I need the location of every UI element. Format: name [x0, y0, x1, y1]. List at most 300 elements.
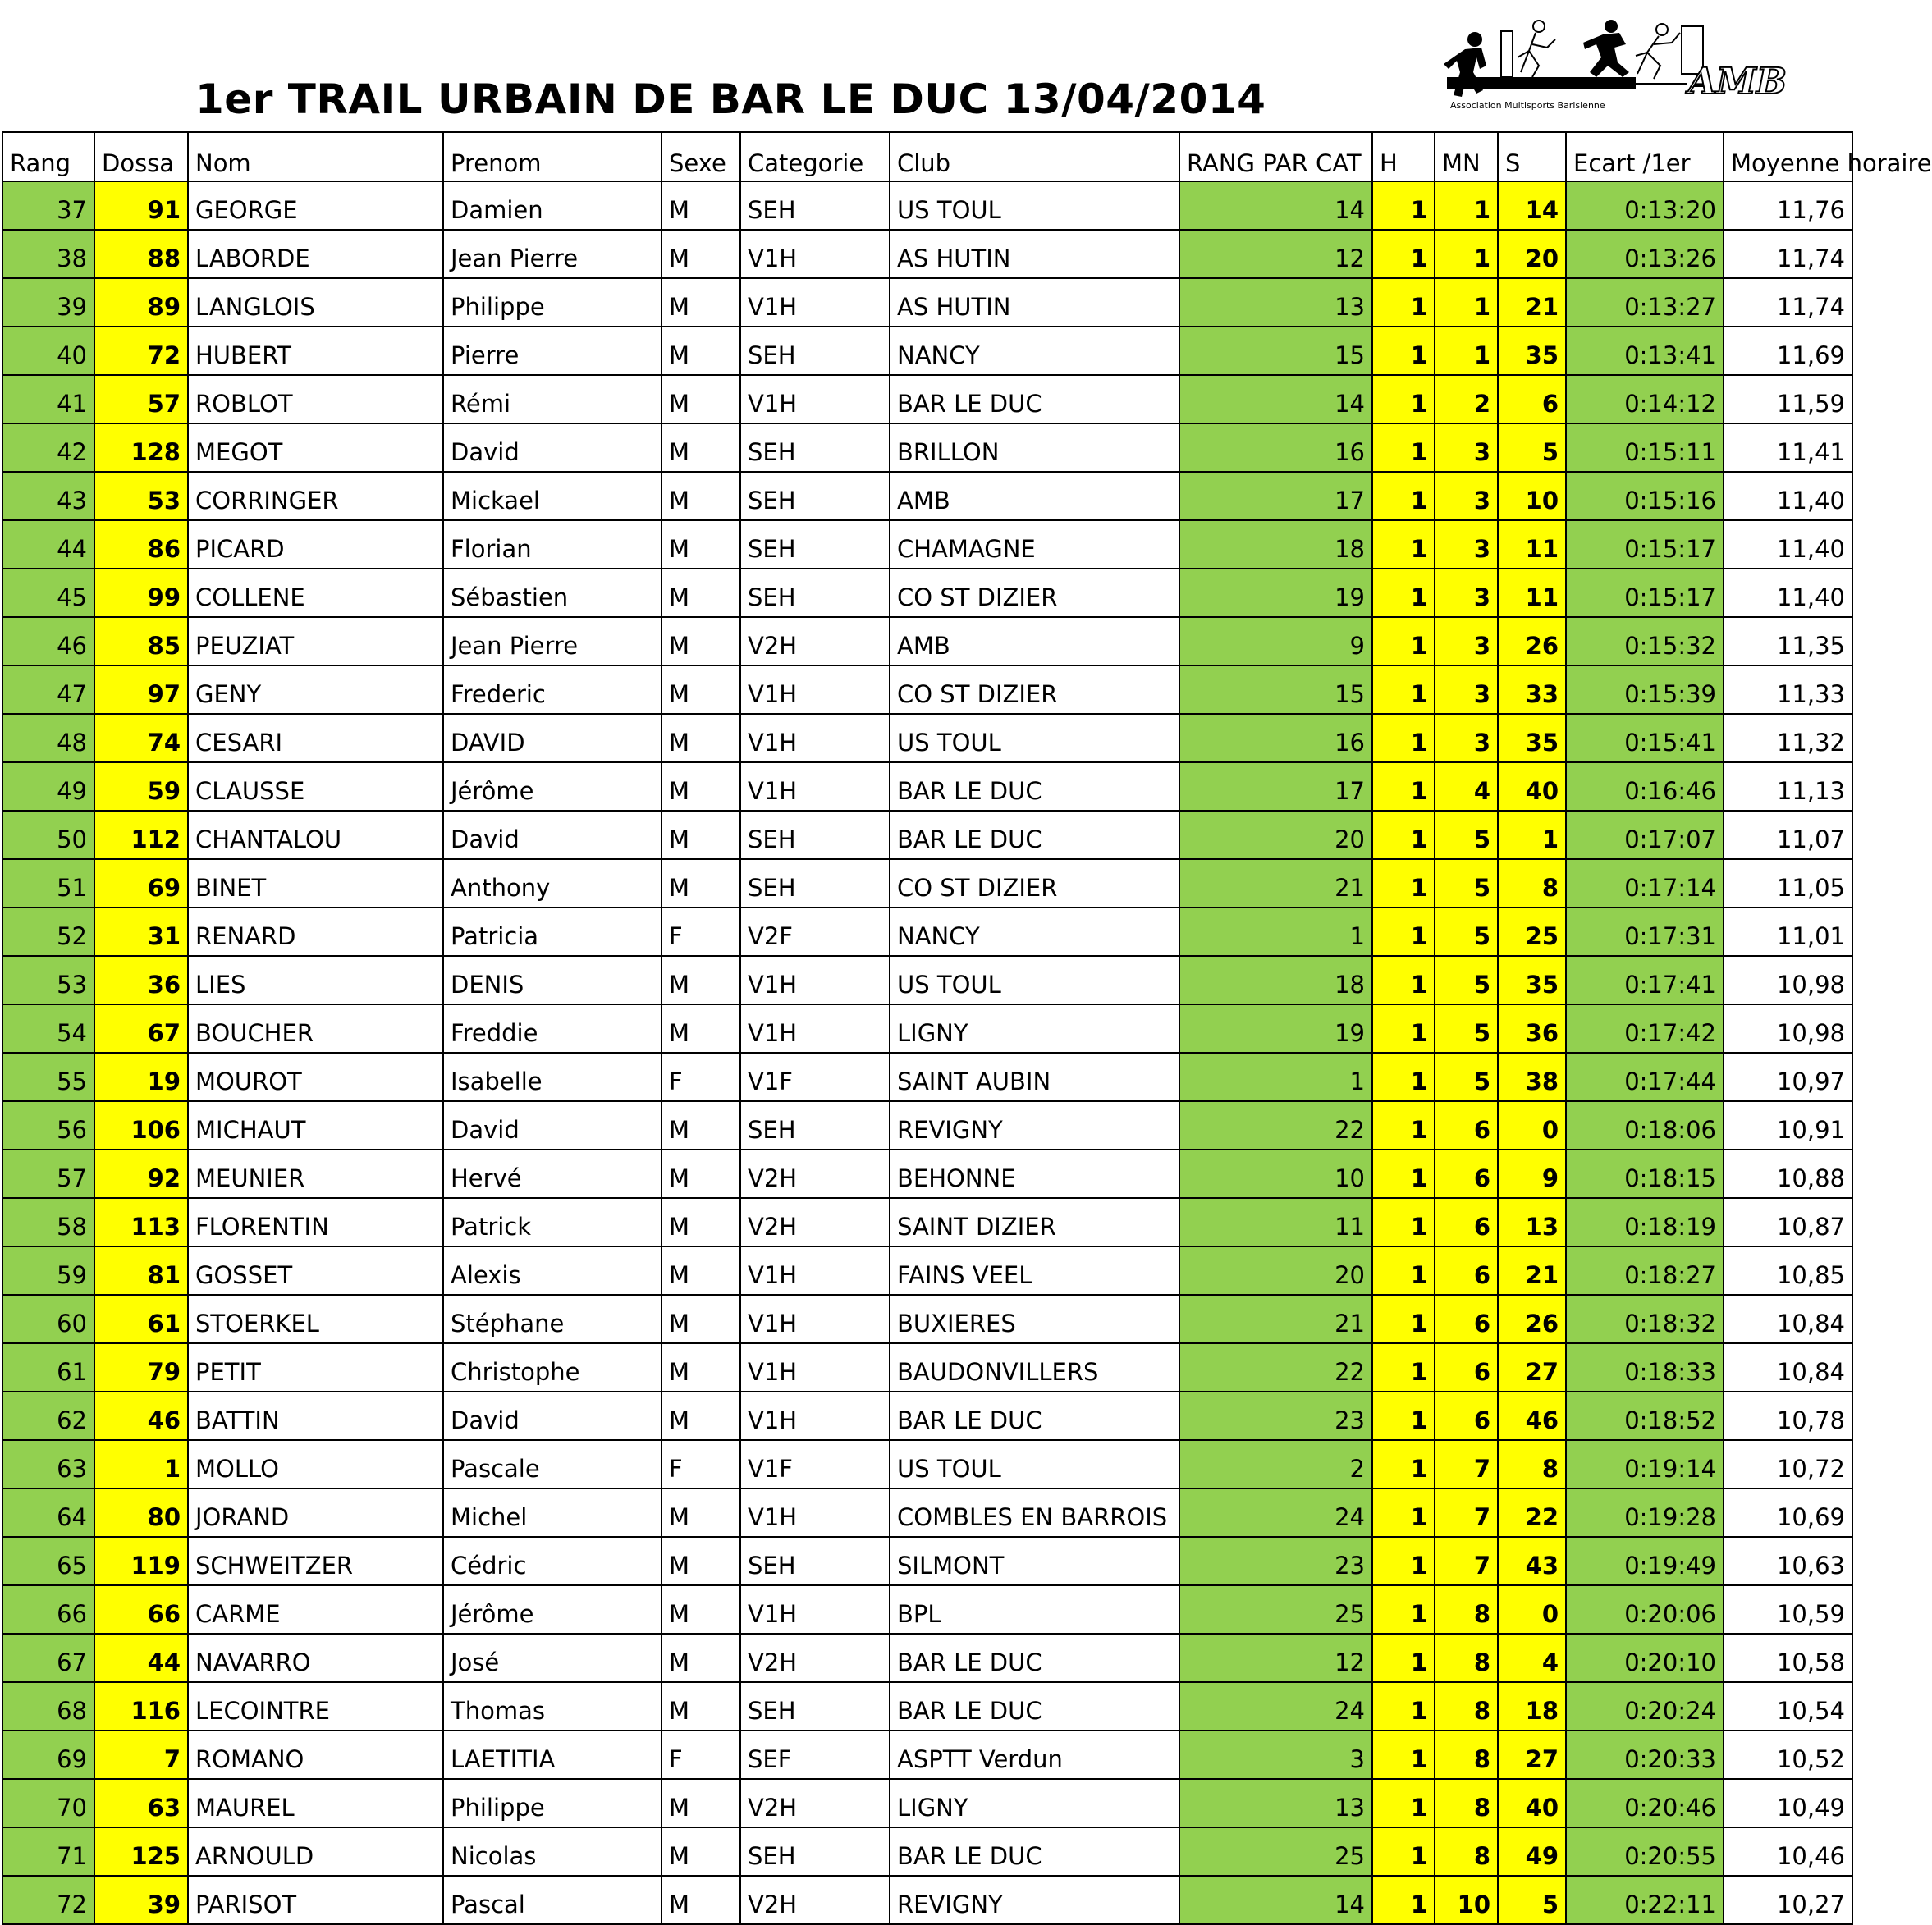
cell-club: NANCY — [890, 908, 1179, 956]
cell-sexe: M — [662, 1682, 740, 1731]
cell-h: 1 — [1372, 1004, 1435, 1053]
cell-nom: BINET — [188, 859, 443, 908]
cell-sexe: M — [662, 1295, 740, 1343]
cell-ecart: 0:18:52 — [1566, 1392, 1724, 1440]
cell-club: BAR LE DUC — [890, 375, 1179, 423]
cell-h: 1 — [1372, 714, 1435, 762]
cell-nom: CESARI — [188, 714, 443, 762]
table-row — [2, 1101, 1852, 1150]
cell-s: 9 — [1498, 1150, 1566, 1198]
header-s: S — [1498, 132, 1566, 181]
cell-ecart: 0:15:11 — [1566, 423, 1724, 472]
cell-rang: 72 — [2, 1876, 94, 1924]
cell-dossard: 86 — [94, 520, 188, 569]
cell-club: CO ST DIZIER — [890, 569, 1179, 617]
cell-rang: 64 — [2, 1488, 94, 1537]
cell-ecart: 0:15:32 — [1566, 617, 1724, 665]
cell-dossard: 79 — [94, 1343, 188, 1392]
cell-club: BAR LE DUC — [890, 1827, 1179, 1876]
cell-h: 1 — [1372, 908, 1435, 956]
cell-prenom: David — [443, 811, 662, 859]
cell-s: 14 — [1498, 181, 1566, 230]
cell-club: REVIGNY — [890, 1101, 1179, 1150]
cell-nom: CHANTALOU — [188, 811, 443, 859]
cell-prenom: David — [443, 423, 662, 472]
cell-ecart: 0:17:41 — [1566, 956, 1724, 1004]
cell-categorie: V2H — [740, 1150, 890, 1198]
cell-categorie: SEH — [740, 1537, 890, 1585]
cell-sexe: M — [662, 1343, 740, 1392]
cell-categorie: V2H — [740, 617, 890, 665]
cell-rang: 50 — [2, 811, 94, 859]
cell-s: 36 — [1498, 1004, 1566, 1053]
cell-h: 1 — [1372, 1537, 1435, 1585]
cell-mn: 8 — [1435, 1731, 1498, 1779]
cell-ecart: 0:17:44 — [1566, 1053, 1724, 1101]
cell-sexe: M — [662, 811, 740, 859]
cell-s: 21 — [1498, 278, 1566, 327]
cell-nom: MEGOT — [188, 423, 443, 472]
cell-categorie: SEH — [740, 1827, 890, 1876]
cell-club: LIGNY — [890, 1779, 1179, 1827]
cell-s: 35 — [1498, 714, 1566, 762]
table-row — [2, 1392, 1852, 1440]
cell-rang: 39 — [2, 278, 94, 327]
cell-dossard: 106 — [94, 1101, 188, 1150]
cell-mn: 7 — [1435, 1488, 1498, 1537]
cell-ecart: 0:20:06 — [1566, 1585, 1724, 1634]
cell-rang: 41 — [2, 375, 94, 423]
cell-mn: 8 — [1435, 1779, 1498, 1827]
cell-ecart: 0:17:31 — [1566, 908, 1724, 956]
cell-categorie: SEH — [740, 1101, 890, 1150]
cell-moyenne: 10,69 — [1724, 1488, 1852, 1537]
cell-moyenne: 11,35 — [1724, 617, 1852, 665]
cell-prenom: Nicolas — [443, 1827, 662, 1876]
cell-club: BEHONNE — [890, 1150, 1179, 1198]
cell-prenom: Alexis — [443, 1246, 662, 1295]
cell-moyenne: 10,91 — [1724, 1101, 1852, 1150]
cell-rang-cat: 2 — [1179, 1440, 1372, 1488]
cell-sexe: M — [662, 1634, 740, 1682]
cell-mn: 7 — [1435, 1537, 1498, 1585]
cell-sexe: M — [662, 1150, 740, 1198]
cell-nom: COLLENE — [188, 569, 443, 617]
cell-mn: 6 — [1435, 1295, 1498, 1343]
cell-categorie: SEH — [740, 472, 890, 520]
cell-nom: PETIT — [188, 1343, 443, 1392]
cell-mn: 3 — [1435, 665, 1498, 714]
cell-h: 1 — [1372, 1779, 1435, 1827]
cell-s: 25 — [1498, 908, 1566, 956]
table-row — [2, 617, 1852, 665]
cell-mn: 5 — [1435, 859, 1498, 908]
cell-mn: 6 — [1435, 1392, 1498, 1440]
cell-s: 49 — [1498, 1827, 1566, 1876]
cell-categorie: V2H — [740, 1876, 890, 1924]
cell-categorie: V1H — [740, 956, 890, 1004]
cell-h: 1 — [1372, 1343, 1435, 1392]
cell-s: 40 — [1498, 1779, 1566, 1827]
table-row — [2, 956, 1852, 1004]
table-row — [2, 1634, 1852, 1682]
cell-prenom: Michel — [443, 1488, 662, 1537]
cell-club: ASPTT Verdun — [890, 1731, 1179, 1779]
cell-mn: 6 — [1435, 1246, 1498, 1295]
cell-club: LIGNY — [890, 1004, 1179, 1053]
cell-categorie: V2H — [740, 1779, 890, 1827]
cell-club: AS HUTIN — [890, 230, 1179, 278]
cell-ecart: 0:13:27 — [1566, 278, 1724, 327]
cell-sexe: M — [662, 762, 740, 811]
cell-nom: LANGLOIS — [188, 278, 443, 327]
cell-prenom: Jean Pierre — [443, 617, 662, 665]
cell-sexe: M — [662, 1246, 740, 1295]
header-h: H — [1372, 132, 1435, 181]
cell-s: 26 — [1498, 617, 1566, 665]
table-row — [2, 1246, 1852, 1295]
cell-categorie: SEH — [740, 520, 890, 569]
cell-moyenne: 11,40 — [1724, 569, 1852, 617]
cell-moyenne: 10,54 — [1724, 1682, 1852, 1731]
table-row — [2, 1295, 1852, 1343]
cell-s: 11 — [1498, 569, 1566, 617]
cell-mn: 5 — [1435, 1004, 1498, 1053]
cell-club: BAUDONVILLERS — [890, 1343, 1179, 1392]
cell-prenom: Christophe — [443, 1343, 662, 1392]
cell-prenom: Freddie — [443, 1004, 662, 1053]
cell-h: 1 — [1372, 1101, 1435, 1150]
cell-prenom: Hervé — [443, 1150, 662, 1198]
cell-dossard: 125 — [94, 1827, 188, 1876]
cell-h: 1 — [1372, 1198, 1435, 1246]
amb-logo — [1432, 15, 1788, 121]
cell-h: 1 — [1372, 230, 1435, 278]
cell-dossard: 53 — [94, 472, 188, 520]
cell-s: 38 — [1498, 1053, 1566, 1101]
cell-moyenne: 11,32 — [1724, 714, 1852, 762]
table-row — [2, 1731, 1852, 1779]
cell-rang: 38 — [2, 230, 94, 278]
cell-nom: CORRINGER — [188, 472, 443, 520]
cell-sexe: M — [662, 1827, 740, 1876]
cell-mn: 4 — [1435, 762, 1498, 811]
cell-mn: 5 — [1435, 1053, 1498, 1101]
cell-rang: 40 — [2, 327, 94, 375]
cell-club: US TOUL — [890, 1440, 1179, 1488]
table-row — [2, 181, 1852, 230]
cell-club: NANCY — [890, 327, 1179, 375]
header-sexe: Sexe — [662, 132, 740, 181]
cell-ecart: 0:18:15 — [1566, 1150, 1724, 1198]
cell-s: 0 — [1498, 1585, 1566, 1634]
cell-ecart: 0:20:55 — [1566, 1827, 1724, 1876]
cell-dossard: 7 — [94, 1731, 188, 1779]
header-nom: Nom — [188, 132, 443, 181]
cell-sexe: M — [662, 278, 740, 327]
table-row — [2, 811, 1852, 859]
cell-nom: PICARD — [188, 520, 443, 569]
cell-ecart: 0:22:11 — [1566, 1876, 1724, 1924]
cell-categorie: SEH — [740, 569, 890, 617]
cell-sexe: M — [662, 1876, 740, 1924]
cell-nom: BOUCHER — [188, 1004, 443, 1053]
cell-ecart: 0:20:46 — [1566, 1779, 1724, 1827]
cell-mn: 3 — [1435, 472, 1498, 520]
cell-ecart: 0:19:14 — [1566, 1440, 1724, 1488]
cell-prenom: Stéphane — [443, 1295, 662, 1343]
cell-moyenne: 10,52 — [1724, 1731, 1852, 1779]
cell-nom: JORAND — [188, 1488, 443, 1537]
cell-dossard: 85 — [94, 617, 188, 665]
cell-club: US TOUL — [890, 956, 1179, 1004]
cell-mn: 3 — [1435, 617, 1498, 665]
cell-mn: 1 — [1435, 327, 1498, 375]
cell-h: 1 — [1372, 1246, 1435, 1295]
header-rang-cat: RANG PAR CAT — [1179, 132, 1372, 181]
table-row — [2, 762, 1852, 811]
cell-nom: GENY — [188, 665, 443, 714]
header-prenom: Prenom — [443, 132, 662, 181]
cell-ecart: 0:18:06 — [1566, 1101, 1724, 1150]
cell-nom: LECOINTRE — [188, 1682, 443, 1731]
cell-s: 22 — [1498, 1488, 1566, 1537]
cell-s: 46 — [1498, 1392, 1566, 1440]
cell-categorie: V1H — [740, 1585, 890, 1634]
cell-rang: 60 — [2, 1295, 94, 1343]
table-row — [2, 714, 1852, 762]
cell-moyenne: 10,49 — [1724, 1779, 1852, 1827]
cell-rang: 68 — [2, 1682, 94, 1731]
cell-dossard: 57 — [94, 375, 188, 423]
table-row — [2, 1198, 1852, 1246]
table-row — [2, 1827, 1852, 1876]
cell-prenom: Philippe — [443, 278, 662, 327]
cell-moyenne: 11,40 — [1724, 472, 1852, 520]
cell-club: BPL — [890, 1585, 1179, 1634]
cell-h: 1 — [1372, 375, 1435, 423]
cell-categorie: SEH — [740, 181, 890, 230]
header-rang: Rang — [2, 132, 94, 181]
table-row — [2, 230, 1852, 278]
cell-prenom: José — [443, 1634, 662, 1682]
cell-h: 1 — [1372, 1634, 1435, 1682]
cell-sexe: M — [662, 230, 740, 278]
cell-ecart: 0:14:12 — [1566, 375, 1724, 423]
cell-rang-cat: 13 — [1179, 1779, 1372, 1827]
cell-club: SAINT AUBIN — [890, 1053, 1179, 1101]
cell-dossard: 74 — [94, 714, 188, 762]
cell-moyenne: 11,40 — [1724, 520, 1852, 569]
cell-rang-cat: 14 — [1179, 181, 1372, 230]
cell-h: 1 — [1372, 181, 1435, 230]
cell-club: AMB — [890, 472, 1179, 520]
cell-s: 21 — [1498, 1246, 1566, 1295]
cell-sexe: M — [662, 181, 740, 230]
cell-rang-cat: 1 — [1179, 1053, 1372, 1101]
cell-rang: 67 — [2, 1634, 94, 1682]
table-row — [2, 1876, 1852, 1924]
table-row — [2, 1779, 1852, 1827]
cell-nom: ARNOULD — [188, 1827, 443, 1876]
cell-h: 1 — [1372, 859, 1435, 908]
cell-rang-cat: 24 — [1179, 1488, 1372, 1537]
cell-nom: LABORDE — [188, 230, 443, 278]
cell-sexe: F — [662, 1053, 740, 1101]
cell-dossard: 80 — [94, 1488, 188, 1537]
table-row — [2, 472, 1852, 520]
cell-ecart: 0:20:33 — [1566, 1731, 1724, 1779]
cell-prenom: Florian — [443, 520, 662, 569]
cell-prenom: Philippe — [443, 1779, 662, 1827]
cell-rang-cat: 18 — [1179, 520, 1372, 569]
cell-rang-cat: 19 — [1179, 569, 1372, 617]
cell-mn: 8 — [1435, 1634, 1498, 1682]
cell-moyenne: 10,63 — [1724, 1537, 1852, 1585]
cell-mn: 8 — [1435, 1827, 1498, 1876]
cell-club: BAR LE DUC — [890, 762, 1179, 811]
cell-dossard: 67 — [94, 1004, 188, 1053]
cell-moyenne: 10,97 — [1724, 1053, 1852, 1101]
cell-sexe: M — [662, 1488, 740, 1537]
cell-moyenne: 10,27 — [1724, 1876, 1852, 1924]
cell-rang: 55 — [2, 1053, 94, 1101]
cell-categorie: SEH — [740, 1682, 890, 1731]
cell-sexe: M — [662, 714, 740, 762]
cell-s: 10 — [1498, 472, 1566, 520]
cell-rang: 46 — [2, 617, 94, 665]
results-table — [2, 131, 1932, 1925]
header-moyenne: Moyenne horaire — [1724, 132, 1852, 181]
cell-prenom: Jérôme — [443, 762, 662, 811]
cell-h: 1 — [1372, 327, 1435, 375]
cell-prenom: Isabelle — [443, 1053, 662, 1101]
table-row — [2, 1343, 1852, 1392]
cell-ecart: 0:19:49 — [1566, 1537, 1724, 1585]
cell-rang-cat: 10 — [1179, 1150, 1372, 1198]
cell-h: 1 — [1372, 811, 1435, 859]
cell-prenom: Rémi — [443, 375, 662, 423]
cell-prenom: Damien — [443, 181, 662, 230]
cell-ecart: 0:17:42 — [1566, 1004, 1724, 1053]
cell-club: CHAMAGNE — [890, 520, 1179, 569]
cell-moyenne: 10,98 — [1724, 1004, 1852, 1053]
cell-mn: 6 — [1435, 1198, 1498, 1246]
cell-club: CO ST DIZIER — [890, 665, 1179, 714]
cell-nom: MOUROT — [188, 1053, 443, 1101]
cell-rang-cat: 1 — [1179, 908, 1372, 956]
cell-nom: ROBLOT — [188, 375, 443, 423]
cell-categorie: SEF — [740, 1731, 890, 1779]
cell-rang: 62 — [2, 1392, 94, 1440]
cell-mn: 6 — [1435, 1150, 1498, 1198]
cell-club: FAINS VEEL — [890, 1246, 1179, 1295]
cell-rang-cat: 21 — [1179, 1295, 1372, 1343]
cell-mn: 10 — [1435, 1876, 1498, 1924]
cell-categorie: V1H — [740, 278, 890, 327]
cell-club: BUXIERES — [890, 1295, 1179, 1343]
cell-mn: 5 — [1435, 908, 1498, 956]
cell-rang-cat: 15 — [1179, 665, 1372, 714]
cell-rang-cat: 25 — [1179, 1827, 1372, 1876]
cell-nom: HUBERT — [188, 327, 443, 375]
cell-mn: 6 — [1435, 1101, 1498, 1150]
cell-moyenne: 10,87 — [1724, 1198, 1852, 1246]
cell-categorie: SEH — [740, 859, 890, 908]
table-row — [2, 1053, 1852, 1101]
cell-h: 1 — [1372, 1295, 1435, 1343]
cell-moyenne: 10,98 — [1724, 956, 1852, 1004]
cell-rang: 42 — [2, 423, 94, 472]
cell-nom: PARISOT — [188, 1876, 443, 1924]
cell-dossard: 99 — [94, 569, 188, 617]
cell-sexe: F — [662, 1440, 740, 1488]
table-row — [2, 569, 1852, 617]
cell-h: 1 — [1372, 1150, 1435, 1198]
cell-nom: LIES — [188, 956, 443, 1004]
cell-ecart: 0:18:33 — [1566, 1343, 1724, 1392]
cell-sexe: M — [662, 1585, 740, 1634]
cell-prenom: Patrick — [443, 1198, 662, 1246]
cell-rang-cat: 17 — [1179, 472, 1372, 520]
cell-club: SILMONT — [890, 1537, 1179, 1585]
cell-s: 27 — [1498, 1343, 1566, 1392]
cell-rang: 65 — [2, 1537, 94, 1585]
cell-ecart: 0:18:32 — [1566, 1295, 1724, 1343]
cell-club: CO ST DIZIER — [890, 859, 1179, 908]
table-row — [2, 1537, 1852, 1585]
cell-nom: STOERKEL — [188, 1295, 443, 1343]
cell-rang: 58 — [2, 1198, 94, 1246]
cell-categorie: V1H — [740, 1246, 890, 1295]
cell-categorie: V2H — [740, 1198, 890, 1246]
cell-categorie: V1H — [740, 714, 890, 762]
cell-mn: 8 — [1435, 1682, 1498, 1731]
table-row — [2, 520, 1852, 569]
cell-categorie: V1H — [740, 1343, 890, 1392]
cell-prenom: Frederic — [443, 665, 662, 714]
cell-mn: 8 — [1435, 1585, 1498, 1634]
cell-club: BAR LE DUC — [890, 1392, 1179, 1440]
cell-rang: 56 — [2, 1101, 94, 1150]
cell-rang: 61 — [2, 1343, 94, 1392]
cell-categorie: V1H — [740, 1295, 890, 1343]
cell-s: 43 — [1498, 1537, 1566, 1585]
cell-rang: 37 — [2, 181, 94, 230]
cell-rang-cat: 23 — [1179, 1537, 1372, 1585]
cell-rang-cat: 3 — [1179, 1731, 1372, 1779]
cell-categorie: V2H — [740, 1634, 890, 1682]
cell-club: BRILLON — [890, 423, 1179, 472]
cell-sexe: M — [662, 1198, 740, 1246]
table-row — [2, 423, 1852, 472]
cell-sexe: M — [662, 665, 740, 714]
table-row — [2, 1004, 1852, 1053]
header-row — [2, 132, 1852, 181]
cell-categorie: V1F — [740, 1053, 890, 1101]
cell-club: AMB — [890, 617, 1179, 665]
cell-rang-cat: 19 — [1179, 1004, 1372, 1053]
cell-rang-cat: 13 — [1179, 278, 1372, 327]
cell-rang-cat: 15 — [1179, 327, 1372, 375]
cell-rang: 53 — [2, 956, 94, 1004]
cell-moyenne: 10,58 — [1724, 1634, 1852, 1682]
cell-club: BAR LE DUC — [890, 1634, 1179, 1682]
cell-rang: 51 — [2, 859, 94, 908]
cell-nom: SCHWEITZER — [188, 1537, 443, 1585]
cell-h: 1 — [1372, 1392, 1435, 1440]
cell-s: 13 — [1498, 1198, 1566, 1246]
